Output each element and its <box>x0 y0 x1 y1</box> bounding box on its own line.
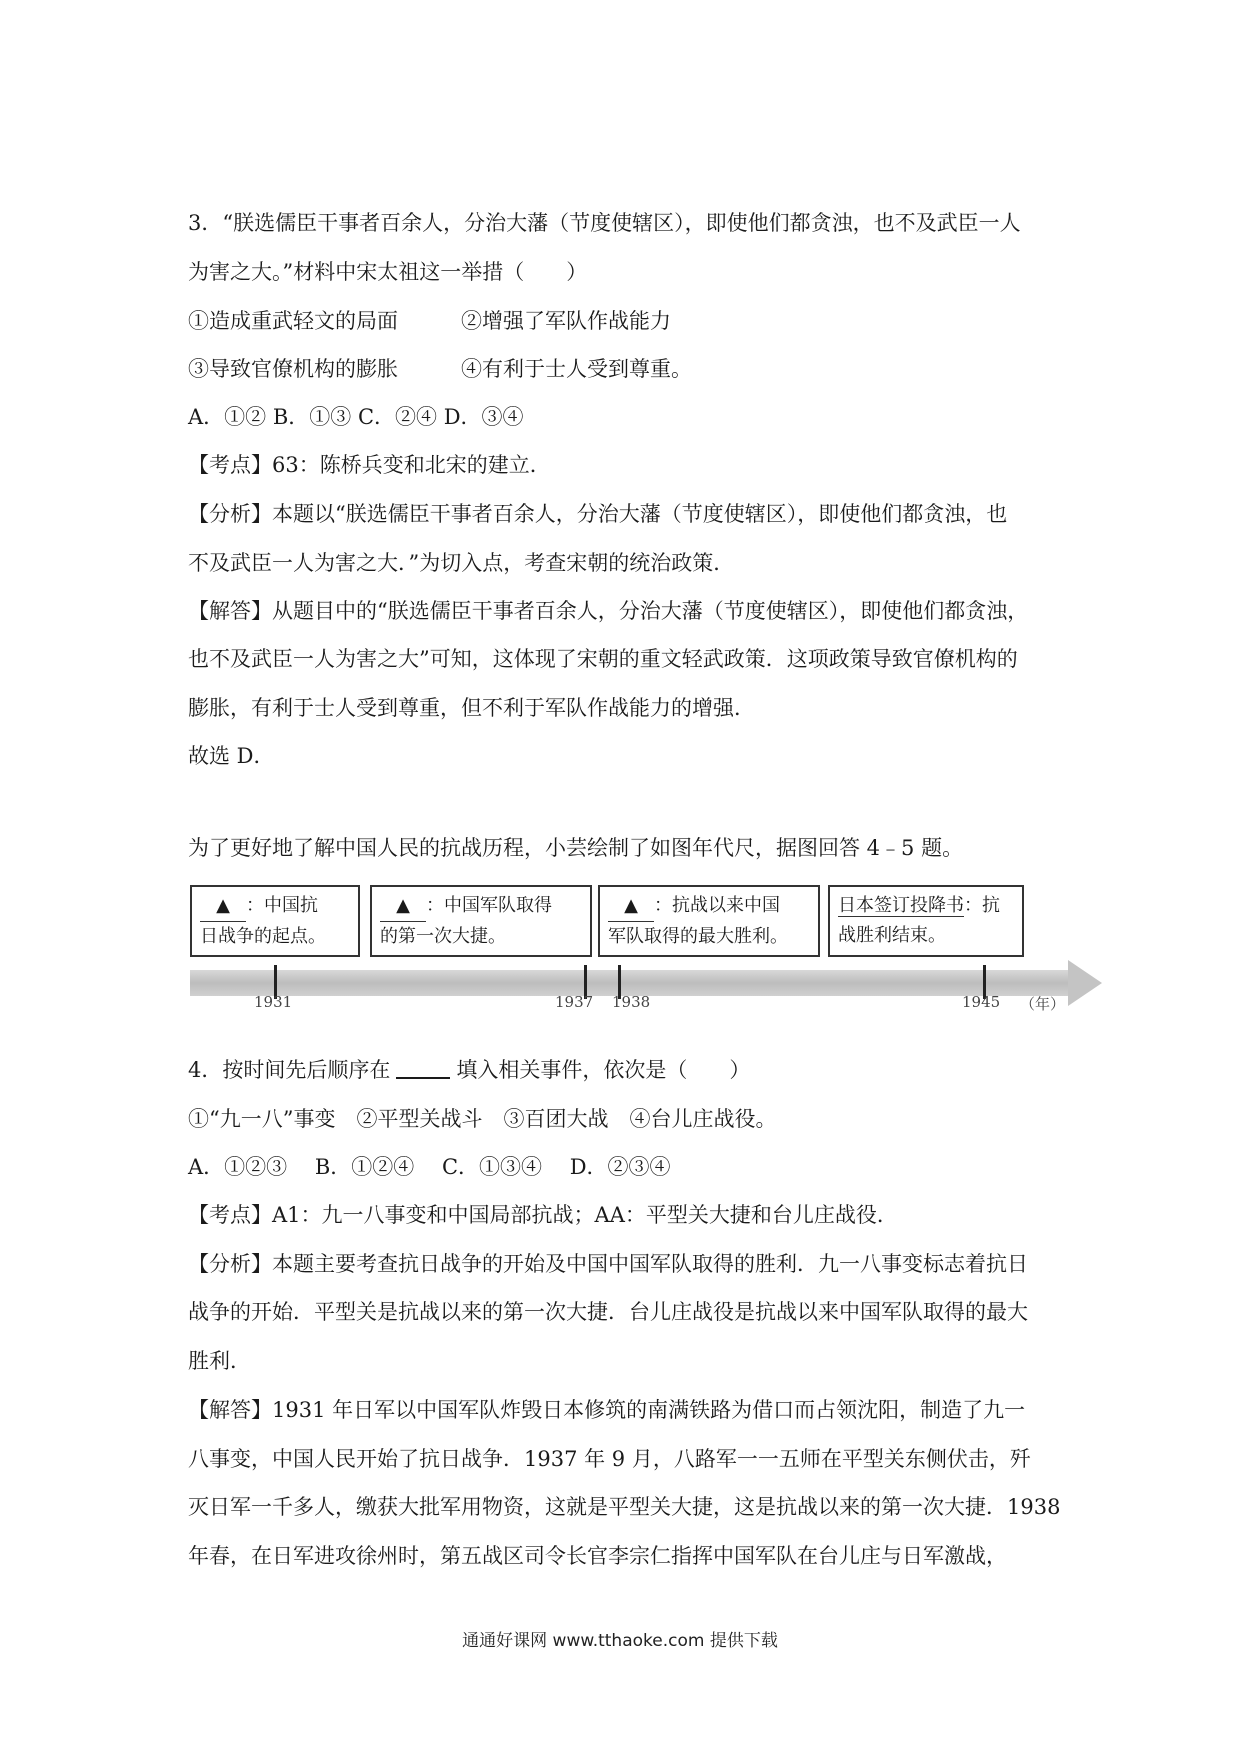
q4-fenxi-line1 <box>188 1249 1028 1279</box>
year-unit: （年） <box>1020 995 1066 1013</box>
timeline-box-3 <box>598 885 820 957</box>
q4-jieda-line1 <box>188 1395 1025 1425</box>
box-text: 的第一次大捷。 <box>380 926 506 947</box>
jieda-tag: 【解答】 <box>188 599 272 623</box>
page-footer: 通通好课网 www.tthaoke.com 提供下载 <box>462 1631 778 1651</box>
q3-stem-line2: 为害之大。”材料中宋太祖这一举措（ ） <box>188 260 588 284</box>
year-label-1937: 1937 <box>555 993 594 1011</box>
triangle-icon: ▲ <box>200 891 246 922</box>
q4-stem-pre: 4．按时间先后顺序在 <box>188 1058 391 1082</box>
q4-kaodian <box>188 1200 898 1230</box>
year-label-1931: 1931 <box>254 993 293 1011</box>
answer-blank <box>396 1057 450 1079</box>
q3-choices: A．①② B．①③ C．②④ D．③④ <box>188 405 524 429</box>
q4-stem <box>188 1055 750 1085</box>
q3-jieda-line3: 膨胀，有利于士人受到尊重，但不利于军队作战能力的增强． <box>188 696 755 720</box>
fenxi-text: 本题以“朕选儒臣干事者百余人，分治大藩（节度使辖区），即使他们都贪浊，也 <box>272 502 1008 526</box>
box-text: ：抗战以来中国 <box>654 895 780 916</box>
q4-fenxi-line3: 胜利． <box>188 1349 251 1373</box>
jieda-text: 1931 年日军以中国军队炸毁日本修筑的南满铁路为借口而占领沈阳，制造了九一 <box>272 1398 1026 1422</box>
q4-jieda-line3: 灭日军一千多人，缴获大批军用物资，这就是平型关大捷，这是抗战以来的第一次大捷．1938 <box>188 1495 1061 1519</box>
kaodian-text: A1：九一八事变和中国局部抗战；AA：平型关大捷和台儿庄战役． <box>272 1203 898 1227</box>
fenxi-tag: 【分析】 <box>188 1252 272 1276</box>
timeline-box-4 <box>828 885 1024 957</box>
fenxi-tag: 【分析】 <box>188 502 272 526</box>
year-label-1938: 1938 <box>612 993 651 1011</box>
q4-jieda-line4: 年春，在日军进攻徐州时，第五战区司令长官李宗仁指挥中国军队在台儿庄与日军激战， <box>188 1544 1007 1568</box>
q3-options-row1: ①造成重武轻文的局面 ②增强了军队作战能力 <box>188 309 671 333</box>
box-text: ：中国抗 <box>246 895 318 916</box>
q4-jieda-line2: 八事变，中国人民开始了抗日战争．1937 年 9 月，八路军一一五师在平型关东侧伏击，歼 <box>188 1447 1031 1471</box>
timeline-box-1 <box>190 885 360 957</box>
box-text: ：抗 <box>964 895 1000 916</box>
q3-fenxi-line1 <box>188 499 1007 529</box>
triangle-icon: ▲ <box>608 891 654 922</box>
q3-jieda-line1 <box>188 596 1028 626</box>
arrow-right-icon <box>1068 960 1102 1006</box>
q4-options: ①“九一八”事变 ②平型关战斗 ③百团大战 ④台儿庄战役。 <box>188 1107 777 1131</box>
surrender-label: 日本签订投降书 <box>838 895 964 916</box>
timeline-intro: 为了更好地了解中国人民的抗战历程，小芸绘制了如图年代尺，据图回答 4﹣5 题。 <box>188 836 964 860</box>
year-label-1945: 1945 <box>962 993 1001 1011</box>
q3-answer: 故选 D． <box>188 744 275 768</box>
box-text: 战胜利结束。 <box>838 925 946 946</box>
triangle-icon: ▲ <box>380 891 426 922</box>
kaodian-text: 63：陈桥兵变和北宋的建立． <box>272 453 551 477</box>
q3-options-row2: ③导致官僚机构的膨胀 ④有利于士人受到尊重。 <box>188 357 692 381</box>
kaodian-tag: 【考点】 <box>188 1203 272 1227</box>
jieda-text: 从题目中的“朕选儒臣干事者百余人，分治大藩（节度使辖区），即使他们都贪浊， <box>272 599 1029 623</box>
q4-choices: A．①②③ B．①②④ C．①③④ D．②③④ <box>188 1155 671 1179</box>
box-text: 日战争的起点。 <box>200 926 326 947</box>
box-text: 军队取得的最大胜利。 <box>608 926 788 947</box>
q4-stem-post: 填入相关事件，依次是（ ） <box>456 1058 751 1082</box>
timeline-box-2 <box>370 885 592 957</box>
q4-fenxi-line2: 战争的开始．平型关是抗战以来的第一次大捷．台儿庄战役是抗战以来中国军队取得的最大 <box>188 1300 1028 1324</box>
jieda-tag: 【解答】 <box>188 1398 272 1422</box>
q3-kaodian <box>188 450 551 480</box>
q3-stem-line1: 3．“朕选儒臣干事者百余人，分治大藩（节度使辖区），即使他们都贪浊，也不及武臣一人 <box>188 211 1021 235</box>
timeline-figure <box>190 885 1100 1020</box>
q3-fenxi-line2: 不及武臣一人为害之大．”为切入点，考查宋朝的统治政策． <box>188 551 735 575</box>
kaodian-tag: 【考点】 <box>188 453 272 477</box>
fenxi-text: 本题主要考查抗日战争的开始及中国中国军队取得的胜利．九一八事变标志着抗日 <box>272 1252 1028 1276</box>
q3-jieda-line2: 也不及武臣一人为害之大”可知，这体现了宋朝的重文轻武政策．这项政策导致官僚机构的 <box>188 647 1018 671</box>
box-text: ：中国军队取得 <box>426 895 552 916</box>
